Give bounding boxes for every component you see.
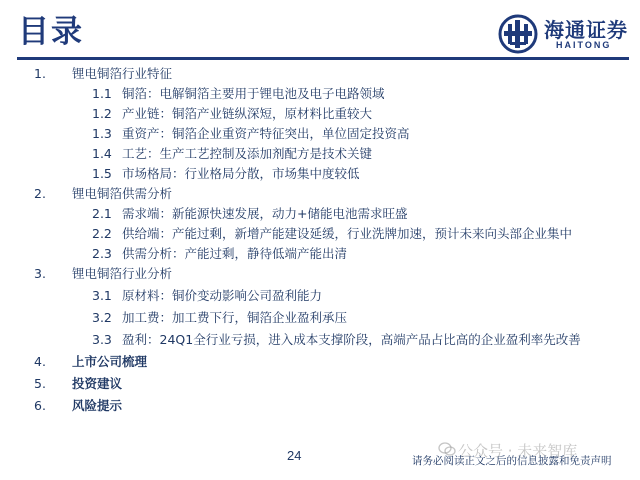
logo-english-name: HAITONG [556, 40, 612, 50]
toc-text: 供给端：产能过剩，新增产能建设延缓，行业洗牌加速，预计未来向头部企业集中 [122, 226, 573, 241]
haitong-emblem-icon [498, 14, 538, 54]
toc-text: 加工费：加工费下行，铜箔企业盈利承压 [122, 310, 348, 325]
toc-number: 1.4 [92, 146, 112, 161]
toc-text: 供需分析：产能过剩，静待低端产能出清 [122, 246, 348, 261]
toc-number: 3.1 [92, 288, 112, 303]
toc-text: 需求端：新能源快速发展，动力+储能电池需求旺盛 [122, 206, 408, 221]
haitong-logo [498, 14, 630, 56]
toc-text: 投资建议 [72, 376, 123, 391]
toc-text: 风险提示 [72, 398, 123, 413]
toc-number: 2.3 [92, 246, 112, 261]
toc-number: 2.2 [92, 226, 112, 241]
toc-number: 2.1 [92, 206, 112, 221]
toc-number: 5. [34, 376, 46, 391]
toc-text: 重资产：铜箔企业重资产特征突出，单位固定投资高 [122, 126, 410, 141]
header-divider [17, 57, 629, 60]
toc-number: 1. [34, 66, 46, 81]
toc-number: 4. [34, 354, 46, 369]
toc-number: 2. [34, 186, 46, 201]
disclaimer: 请务必阅读正文之后的信息披露和免责声明 [412, 455, 612, 467]
toc-text: 铜箔：电解铜箔主要用于锂电池及电子电路领域 [122, 86, 385, 101]
page-title: 目录 [18, 14, 84, 50]
toc-text: 工艺：生产工艺控制及添加剂配方是技术关键 [122, 146, 373, 161]
watermark: 公众号 · 未来智库 [458, 442, 578, 460]
toc-number: 3.2 [92, 310, 112, 325]
toc-text: 锂电铜箔供需分析 [72, 186, 173, 201]
toc-number: 1.3 [92, 126, 112, 141]
logo-chinese-name: 海通证券 [544, 18, 628, 42]
toc-text: 上市公司梳理 [72, 354, 148, 369]
toc-text: 原材料：铜价变动影响公司盈利能力 [122, 288, 323, 303]
toc-number: 3. [34, 266, 46, 281]
toc-text: 锂电铜箔行业分析 [72, 266, 173, 281]
page-number: 24 [287, 448, 302, 463]
toc-text: 产业链：铜箔产业链纵深短，原材料比重较大 [122, 106, 373, 121]
toc-number: 3.3 [92, 332, 112, 347]
toc-text: 市场格局：行业格局分散，市场集中度较低 [122, 166, 360, 181]
toc-number: 1.1 [92, 86, 112, 101]
toc-number: 6. [34, 398, 46, 413]
toc-text: 盈利：24Q1全行业亏损，进入成本支撑阶段，高端产品占比高的企业盈利率先改善 [122, 332, 581, 347]
toc-text: 锂电铜箔行业特征 [72, 66, 173, 81]
toc-number: 1.5 [92, 166, 112, 181]
toc-number: 1.2 [92, 106, 112, 121]
